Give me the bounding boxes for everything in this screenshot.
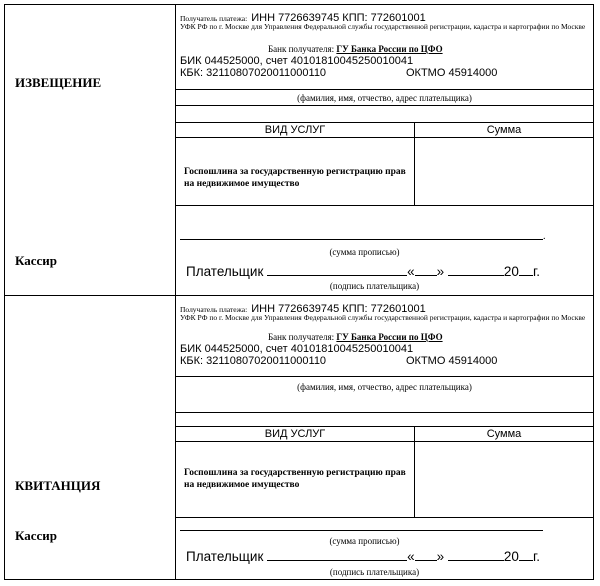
amount-words-line — [180, 530, 543, 531]
year-blank[interactable] — [519, 263, 533, 276]
bank-label: Банк получателя: — [268, 332, 335, 342]
services-table — [176, 122, 593, 206]
kbk-line — [180, 67, 589, 79]
payer-signature-line — [186, 263, 540, 279]
year-suffix: г. — [532, 549, 540, 564]
bank-name: ГУ Банка России по ЦФО — [336, 332, 443, 342]
quote-close: » — [436, 549, 445, 564]
payer-label: Плательщик — [186, 264, 264, 279]
month-blank[interactable] — [448, 263, 504, 276]
bik-account: БИК 044525000, счет 40101810045250010041 — [180, 343, 414, 355]
service-name: Госпошлина за государственную регистрацию прав на недвижимое имущество — [184, 167, 406, 189]
amount-words-caption: (сумма прописью) — [329, 247, 400, 257]
receipt-section — [5, 296, 593, 579]
amount-header: Сумма — [486, 428, 522, 440]
services-table-header — [176, 123, 593, 138]
recipient-label: Получатель платежа: — [180, 305, 248, 314]
oktmo: ОКТМО 45914000 — [406, 355, 498, 367]
payer-signature-line — [186, 548, 540, 564]
divider — [176, 105, 593, 106]
quote-close: » — [436, 264, 445, 279]
notice-section — [5, 5, 593, 296]
ufk-text: УФК РФ по г. Москве для Управления Федеральной службы государственной регистрации, кадастра и картографии по Москве — [180, 313, 586, 322]
service-header: ВИД УСЛУГ — [264, 124, 326, 136]
ufk-text: УФК РФ по г. Москве для Управления Федеральной службы государственной регистрации, кадастра и картографии по Москве — [180, 22, 586, 31]
payer-name-caption: (фамилия, имя, отчество, адрес плательщика) — [297, 93, 472, 103]
year-suffix: г. — [532, 264, 540, 279]
kbk: КБК: 32110807020011000110 — [180, 355, 327, 367]
receipt-cashier-label: Кассир — [15, 528, 58, 543]
bik-account: БИК 044525000, счет 40101810045250010041 — [180, 55, 414, 67]
kbk-line — [180, 355, 589, 367]
signature-caption: (подпись плательщика) — [329, 567, 420, 577]
payer-name-caption: (фамилия, имя, отчество, адрес плательщика) — [297, 382, 472, 392]
divider — [176, 89, 593, 90]
year-prefix: 20 — [503, 549, 519, 564]
quote-open: « — [407, 264, 415, 279]
oktmo: ОКТМО 45914000 — [406, 67, 498, 79]
amount-words-line — [180, 239, 543, 240]
divider — [176, 412, 593, 413]
payment-form — [4, 4, 594, 580]
bank-line — [268, 44, 443, 54]
bank-name: ГУ Банка России по ЦФО — [336, 44, 443, 54]
signature-blank[interactable] — [267, 548, 407, 561]
year-blank[interactable] — [519, 548, 533, 561]
quote-open: « — [407, 549, 415, 564]
notice-title: ИЗВЕЩЕНИЕ — [15, 75, 102, 90]
recipient-ids: ИНН 7726639745 КПП: 772601001 — [251, 12, 426, 24]
bank-line — [268, 332, 443, 342]
payer-label: Плательщик — [186, 549, 264, 564]
year-prefix: 20 — [503, 264, 519, 279]
service-name: Госпошлина за государственную регистрацию прав на недвижимое имущество — [184, 468, 406, 490]
day-blank[interactable] — [415, 263, 437, 276]
month-blank[interactable] — [448, 548, 504, 561]
recipient-label: Получатель платежа: — [180, 14, 248, 23]
amount-header: Сумма — [486, 124, 522, 136]
service-header: ВИД УСЛУГ — [264, 428, 326, 440]
services-table — [176, 426, 593, 518]
notice-cashier-label: Кассир — [15, 253, 58, 268]
divider — [176, 376, 593, 377]
bank-label: Банк получателя: — [268, 44, 335, 54]
signature-blank[interactable] — [267, 263, 407, 276]
notice-details — [176, 5, 593, 295]
signature-caption: (подпись плательщика) — [329, 281, 420, 291]
amount-words-dot: . — [543, 231, 546, 242]
kbk: КБК: 32110807020011000110 — [180, 67, 327, 79]
receipt-title: КВИТАНЦИЯ — [15, 478, 101, 493]
day-blank[interactable] — [415, 548, 437, 561]
amount-words-caption: (сумма прописью) — [329, 536, 400, 546]
services-table-header — [176, 427, 593, 442]
recipient-ids: ИНН 7726639745 КПП: 772601001 — [251, 303, 426, 315]
receipt-details — [176, 296, 593, 579]
